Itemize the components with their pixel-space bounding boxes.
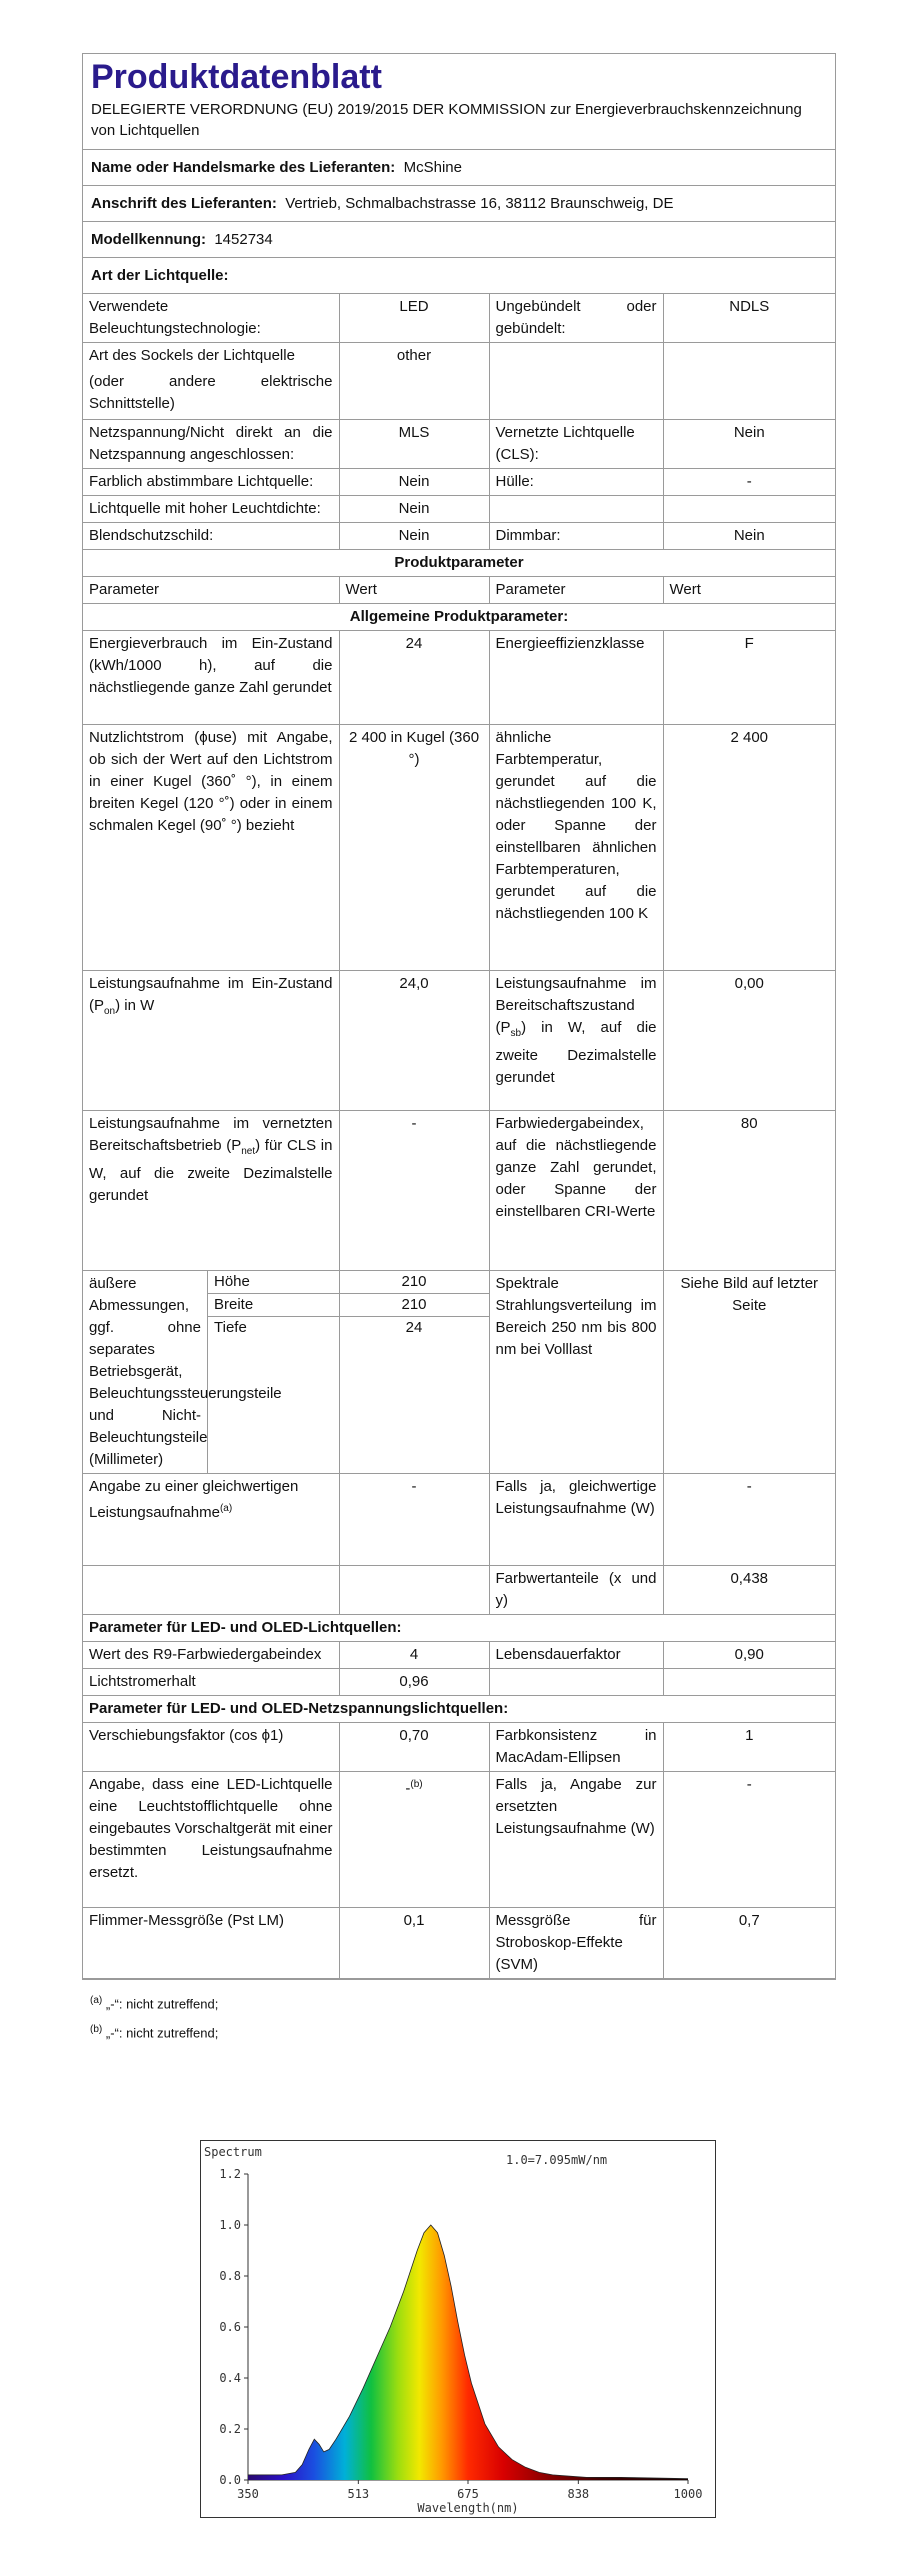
width-label: Breite: [208, 1294, 339, 1317]
led-params-title: Parameter für LED- und OLED-Lichtquellen:: [83, 1615, 835, 1642]
regulation-subtitle: DELEGIERTE VERORDNUNG (EU) 2019/2015 DER KOMMISSION zur Energieverbrauchskennzeichnung von Lichtquellen: [91, 101, 802, 139]
dimensions-subtable: [208, 1271, 339, 1339]
pon-label: Leistungsaufnahme im Ein-Zustand $(P_{on})$ in W: [83, 971, 339, 1111]
footnote-a: $^{(a)}$ „-“: nicht zutreffend;: [90, 1995, 219, 2012]
mains-value: MLS: [339, 420, 489, 469]
supplier-address-label: Anschrift des Lieferanten:: [91, 195, 277, 212]
supplier-address-row: [83, 185, 835, 221]
dimensions-values-subtable: [340, 1271, 489, 1339]
energy-value: 24: [339, 631, 489, 725]
general-params-title: Allgemeine Produktparameter:: [83, 604, 835, 631]
table-row: [83, 294, 835, 343]
envelope-label: Hülle:: [489, 469, 663, 496]
eff-class-value: F: [663, 631, 835, 725]
x-tick-label: 513: [347, 2487, 370, 2501]
equiv-label: Angabe zu einer gleichwertigen Leistungsaufnahme$^{(a)}$: [83, 1474, 339, 1566]
x-axis-label: Wavelength(nm): [417, 2501, 519, 2515]
model-value: 1452734: [214, 231, 273, 248]
dimmable-value: Nein: [663, 523, 835, 550]
flux-label: Nutzlichtstrom (ϕuse) mit Angabe, ob sich der Wert auf den Lichtstrom in einer Kugel (360˚ °), in einem breiten Kegel (120 °˚) oder in einem schmalen Kegel (90˚ °) bezieht: [83, 725, 339, 971]
color-consistency-label: Farbkonsistenz in MacAdam-Ellipsen: [489, 1723, 663, 1772]
equiv-value: -: [339, 1474, 489, 1566]
chroma-label: Farbwertanteile (x und y): [489, 1566, 663, 1615]
empty-cell: [489, 343, 663, 420]
model-label: Modellkennung:: [91, 231, 206, 248]
y-tick-label: 1.2: [219, 2167, 241, 2181]
socket-label: [83, 343, 339, 420]
section-header-row: [83, 604, 835, 631]
section-header-row: [83, 550, 835, 577]
equiv-if-value: -: [663, 1474, 835, 1566]
dimensions-values-cell: [339, 1271, 489, 1474]
height-label: Höhe: [208, 1271, 339, 1294]
flux-value: 2 400 in Kugel (360 °): [339, 725, 489, 971]
led-mains-params-title: Parameter für LED- und OLED-Netzspannungslichtquellen:: [83, 1696, 835, 1723]
table-row: [83, 725, 835, 971]
empty-cell: [83, 1566, 339, 1615]
depth-label: Tiefe: [214, 1319, 247, 1336]
table-row: [83, 1669, 835, 1696]
col-header-param: Parameter: [83, 577, 339, 604]
table-row: [83, 1642, 835, 1669]
chart-annotation: 1.0=7.095mW/nm: [506, 2153, 608, 2167]
chroma-value: 0,438: [663, 1566, 835, 1615]
svm-label: Messgröße für Stroboskop-Effekte (SVM): [489, 1908, 663, 1979]
product-params-title: Produktparameter: [83, 550, 835, 577]
socket-label-line2: (oder andere elektrische Schnittstelle): [89, 373, 333, 412]
energy-label: Energieverbrauch im Ein-Zustand (kWh/1000 h), auf die nächstliegende ganze Zahl gerundet: [83, 631, 339, 725]
table-row: [83, 1908, 835, 1979]
table-row: [83, 1772, 835, 1908]
replace-value: -$^{(b)}$: [339, 1772, 489, 1908]
spectrum-chart: [200, 2140, 716, 2518]
col-header-value: Wert: [663, 577, 835, 604]
y-tick-label: 1.0: [219, 2218, 241, 2232]
tech-value: LED: [339, 294, 489, 343]
table-row: [83, 1723, 835, 1772]
datasheet: [82, 53, 836, 1980]
high-luminance-value: Nein: [339, 496, 489, 523]
table-row: [83, 1111, 835, 1271]
mains-label: Netzspannung/Nicht direkt an die Netzspannung angeschlossen:: [83, 420, 339, 469]
psb-value: 0,00: [663, 971, 835, 1111]
flicker-value: 0,1: [339, 1908, 489, 1979]
table-row: [83, 631, 835, 725]
pnet-value: -: [339, 1111, 489, 1271]
empty-cell: [663, 343, 835, 420]
color-tunable-value: Nein: [339, 469, 489, 496]
r9-label: Wert des R9-Farbwiedergabeindex: [83, 1642, 339, 1669]
model-row: [83, 221, 835, 257]
survival-value: 0,90: [663, 1642, 835, 1669]
y-tick-label: 0.4: [219, 2371, 241, 2385]
bundle-label: Ungebündelt oder gebündelt:: [489, 294, 663, 343]
parameter-table: [83, 293, 835, 1979]
empty-cell: [663, 1669, 835, 1696]
empty-cell: [489, 496, 663, 523]
color-consistency-value: 1: [663, 1723, 835, 1772]
supplier-name-row: [83, 149, 835, 185]
footnote-b: $^{(b)}$ „-“: nicht zutreffend;: [90, 2024, 219, 2041]
y-tick-label: 0.8: [219, 2269, 241, 2283]
table-row: [83, 971, 835, 1111]
section-header-row: [83, 1696, 835, 1723]
table-row: [83, 1566, 835, 1615]
pon-value: 24,0: [339, 971, 489, 1111]
height-value: 210: [340, 1271, 489, 1294]
light-source-type-label: Art der Lichtquelle:: [91, 267, 229, 284]
psb-label: Leistungsaufnahme im Bereitschaftszustand $(P_{sb})$ in W, auf die zweite Dezimalstelle gerundet: [489, 971, 663, 1111]
svm-value: 0,7: [663, 1908, 835, 1979]
column-header-row: [83, 577, 835, 604]
empty-cell: [489, 1669, 663, 1696]
dimmable-label: Dimmbar:: [489, 523, 663, 550]
x-tick-label: 1000: [673, 2487, 703, 2501]
table-row: [83, 1474, 835, 1566]
chart-title: Spectrum: [204, 2145, 262, 2159]
lumen-maint-value: 0,96: [339, 1669, 489, 1696]
replace-if-label: Falls ja, Angabe zur ersetzten Leistungsaufnahme (W): [489, 1772, 663, 1908]
displacement-label: Verschiebungsfaktor (cos ϕ1): [83, 1723, 339, 1772]
glare-value: Nein: [339, 523, 489, 550]
empty-cell: [663, 496, 835, 523]
width-value: 210: [340, 1294, 489, 1317]
bundle-value: NDLS: [663, 294, 835, 343]
eff-class-label: Energieeffizienzklasse: [489, 631, 663, 725]
x-tick-label: 675: [457, 2487, 479, 2501]
replace-if-value: -: [663, 1772, 835, 1908]
y-tick-label: 0.2: [219, 2422, 241, 2436]
glare-label: Blendschutzschild:: [83, 523, 339, 550]
cls-value: Nein: [663, 420, 835, 469]
table-row: [83, 496, 835, 523]
displacement-value: 0,70: [339, 1723, 489, 1772]
depth-value: 24: [405, 1319, 423, 1336]
light-source-type-row: [83, 257, 835, 293]
cct-label: ähnliche Farbtemperatur, gerundet auf die nächstliegenden 100 K, oder Spanne der einstellbaren ähnlichen Farbtemperaturen, gerundet auf die nächstliegenden 100 K: [489, 725, 663, 971]
table-row: [83, 343, 835, 420]
survival-label: Lebensdauerfaktor: [489, 1642, 663, 1669]
col-header-param: Parameter: [489, 577, 663, 604]
x-tick-label: 350: [237, 2487, 259, 2501]
section-header-row: [83, 1615, 835, 1642]
socket-value: other: [339, 343, 489, 420]
spectral-label: Spektrale Strahlungsverteilung im Bereich 250 nm bis 800 nm bei Volllast: [489, 1271, 663, 1474]
high-luminance-label: Lichtquelle mit hoher Leuchtdichte:: [83, 496, 339, 523]
cls-label: Vernetzte Lichtquelle (CLS):: [489, 420, 663, 469]
supplier-name-value: McShine: [403, 159, 462, 176]
flicker-label: Flimmer-Messgröße (Pst LM): [83, 1908, 339, 1979]
color-tunable-label: Farblich abstimmbare Lichtquelle:: [83, 469, 339, 496]
supplier-name-label: Name oder Handelsmarke des Lieferanten:: [91, 159, 396, 176]
x-tick-label: 838: [567, 2487, 590, 2501]
dimensions-label: äußere Abmessungen, ggf. ohne separates Betriebsgerät, Beleuchtungssteuerungsteile und Nicht-Beleuchtungsteile (Millimeter): [83, 1271, 208, 1473]
table-row: [83, 523, 835, 550]
envelope-value: -: [663, 469, 835, 496]
cct-value: 2 400: [663, 725, 835, 971]
dimensions-cell: [83, 1271, 339, 1474]
r9-value: 4: [339, 1642, 489, 1669]
page-title: Produktdatenblatt: [91, 58, 382, 96]
replace-label: Angabe, dass eine LED-Lichtquelle eine Leuchtstofflichtquelle ohne eingebautes Vorschaltgerät mit einer bestimmten Leistungsaufnahme ersetzt.: [83, 1772, 339, 1908]
table-row: [83, 420, 835, 469]
supplier-address-value: Vertrieb, Schmalbachstrasse 16, 38112 Braunschweig, DE: [285, 195, 674, 212]
y-tick-label: 0.6: [219, 2320, 241, 2334]
y-tick-label: 0.0: [219, 2473, 241, 2487]
table-row: [83, 469, 835, 496]
cri-value: 80: [663, 1111, 835, 1271]
pnet-label: Leistungsaufnahme im vernetzten Bereitschaftsbetrieb $(P_{net})$ für CLS in W, auf die zweite Dezimalstelle gerundet: [83, 1111, 339, 1271]
footnotes: [90, 1988, 218, 2047]
cri-label: Farbwiedergabeindex, auf die nächstliegende ganze Zahl gerundet, oder Spanne der einstellbaren CRI-Werte: [489, 1111, 663, 1271]
empty-cell: [339, 1566, 489, 1615]
tech-label: Verwendete Beleuchtungstechnologie:: [83, 294, 339, 343]
lumen-maint-label: Lichtstromerhalt: [83, 1669, 339, 1696]
spectral-value: Siehe Bild auf letzter Seite: [663, 1271, 835, 1474]
col-header-value: Wert: [339, 577, 489, 604]
socket-label-line1: Art des Sockels der Lichtquelle: [89, 347, 295, 364]
equiv-if-label: Falls ja, gleichwertige Leistungsaufnahme (W): [489, 1474, 663, 1566]
table-row: [83, 1271, 835, 1474]
